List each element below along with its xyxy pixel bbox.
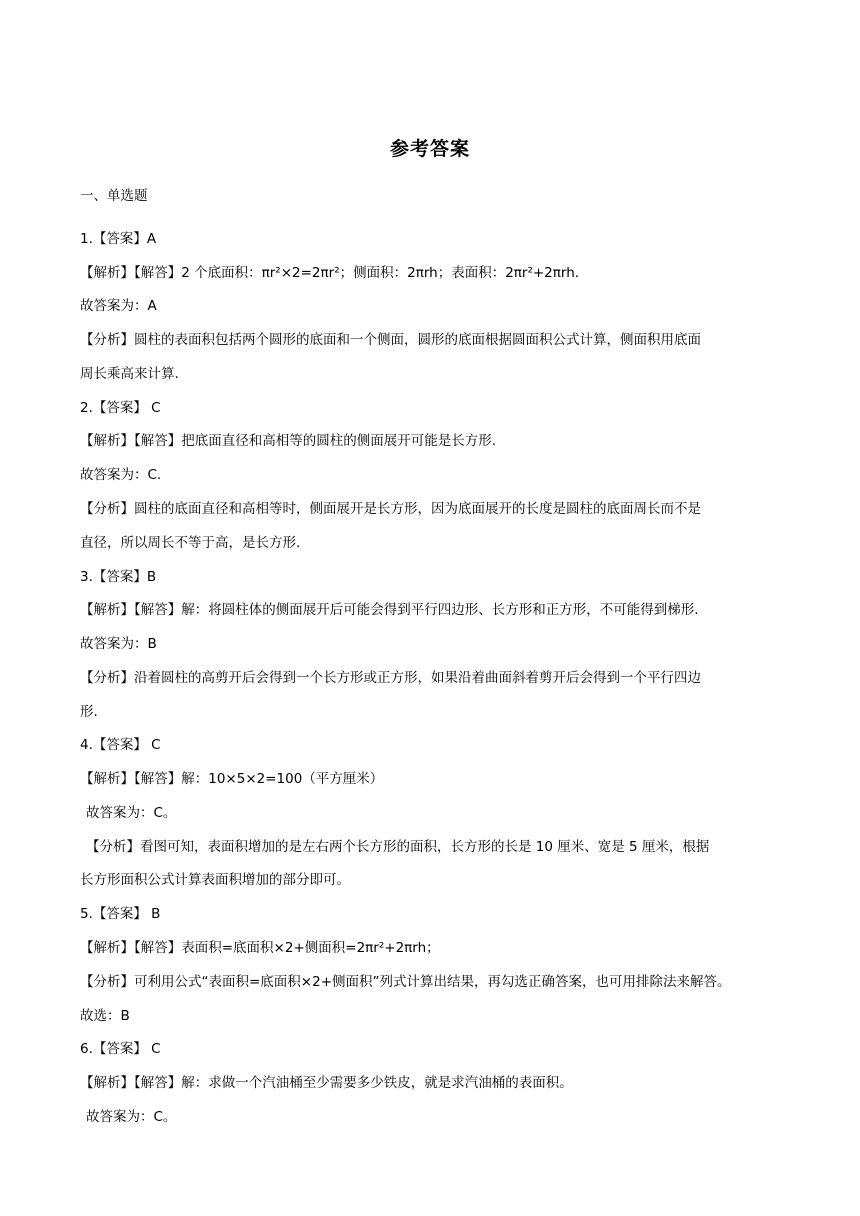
answer-line: 4.【答案】 C	[80, 737, 161, 753]
answer-line: 2.【答案】 C	[80, 400, 161, 416]
conclusion-line: 故选：B	[80, 1008, 130, 1024]
explanation-line: 【解析】【解答】表面积=底面积×2+侧面积=2πr²+2πrh；	[80, 940, 440, 956]
answer-line: 3.【答案】B	[80, 569, 157, 585]
conclusion-line: 故答案为：C。	[86, 805, 177, 821]
analysis-line: 【分析】可利用公式“表面积=底面积×2+侧面积”列式计算出结果，再勾选正确答案，也可用排除法来解答。	[80, 974, 731, 990]
section-heading: 一、单选题	[80, 188, 148, 204]
conclusion-line: 故答案为：A	[80, 298, 157, 314]
answer-line: 5.【答案】 B	[80, 906, 161, 922]
analysis-line: 直径，所以周长不等于高，是长方形.	[80, 535, 301, 551]
analysis-line: 长方形面积公式计算表面积增加的部分即可。	[80, 872, 350, 888]
page-title: 参考答案	[389, 138, 470, 160]
analysis-line: 【分析】沿着圆柱的高剪开后会得到一个长方形或正方形，如果沿着曲面斜着剪开后会得到一个平行四边	[80, 670, 701, 686]
analysis-line: 形.	[80, 704, 98, 720]
explanation-line: 【解析】【解答】2 个底面积：πr²×2=2πr²；侧面积：2πrh；表面积：2πr²+2πrh.	[80, 265, 580, 281]
explanation-line: 【解析】【解答】解：将圆柱体的侧面展开后可能会得到平行四边形、长方形和正方形，不可能得到梯形.	[80, 602, 699, 618]
explanation-line: 【解析】【解答】把底面直径和高相等的圆柱的侧面展开可能是长方形.	[80, 433, 497, 449]
analysis-line: 【分析】圆柱的底面直径和高相等时，侧面展开是长方形，因为底面展开的长度是圆柱的底面周长而不是	[80, 501, 701, 517]
answer-line: 6.【答案】 C	[80, 1041, 161, 1057]
conclusion-line: 故答案为：C.	[80, 467, 162, 483]
analysis-line: 【分析】圆柱的表面积包括两个圆形的底面和一个侧面，圆形的底面根据圆面积公式计算，侧面积用底面	[80, 332, 701, 348]
answer-line: 1.【答案】A	[80, 231, 157, 247]
conclusion-line: 故答案为：C。	[86, 1109, 177, 1125]
explanation-line: 【解析】【解答】解：10×5×2=100（平方厘米）	[80, 771, 384, 787]
analysis-line: 周长乘高来计算.	[80, 366, 179, 382]
explanation-line: 【解析】【解答】解：求做一个汽油桶至少需要多少铁皮，就是求汽油桶的表面积。	[80, 1075, 573, 1091]
analysis-line: 【分析】看图可知，表面积增加的是左右两个长方形的面积，长方形的长是 10 厘米、宽是 5 厘米，根据	[86, 839, 710, 855]
conclusion-line: 故答案为：B	[80, 636, 157, 652]
